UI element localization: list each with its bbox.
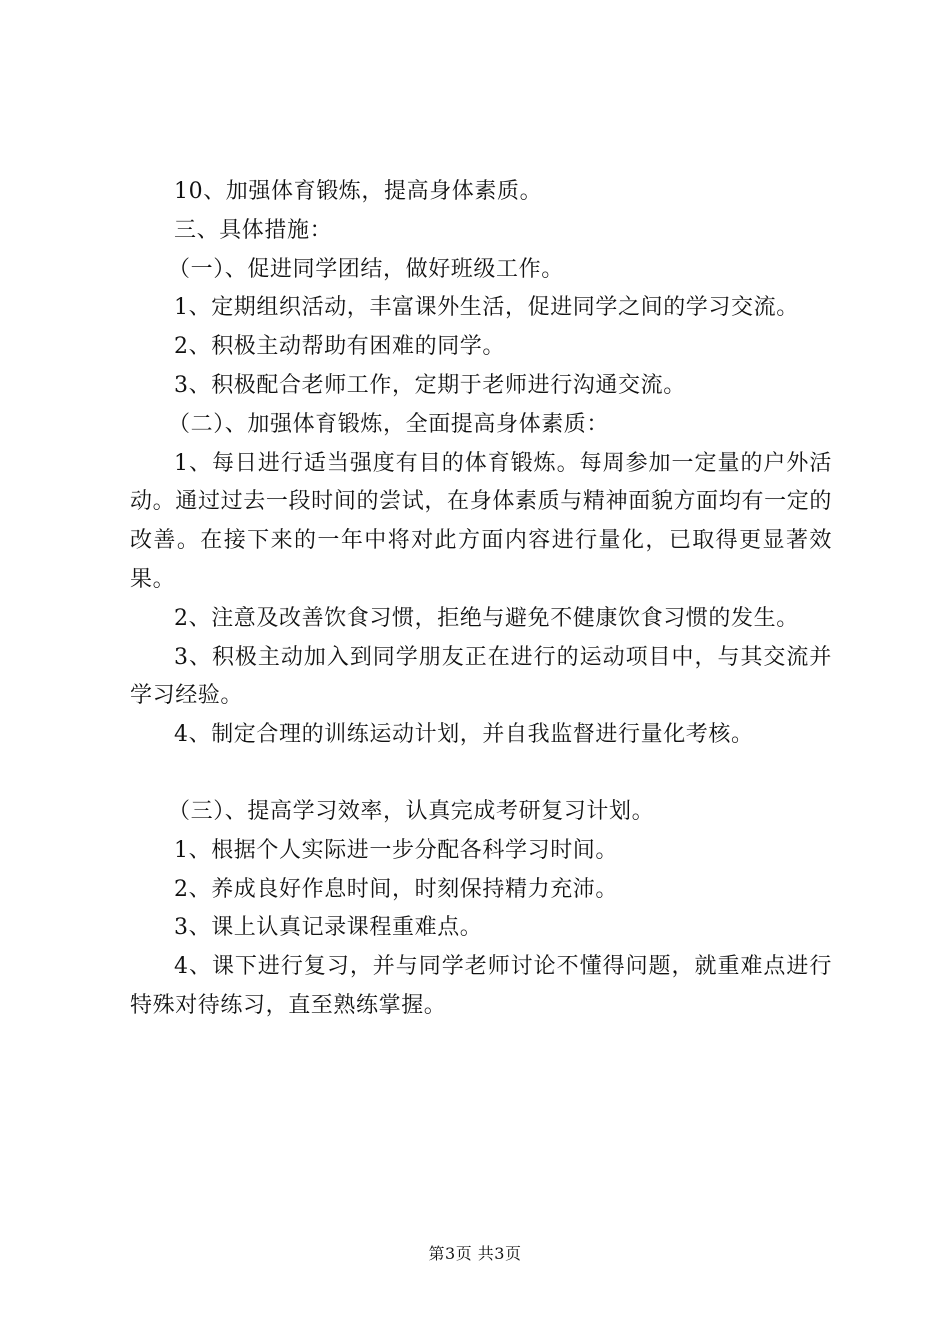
paragraph-1-3: 3、积极配合老师工作，定期于老师进行沟通交流。 (174, 372, 686, 398)
paragraph-2-3: 3、积极主动加入到同学朋友正在进行的运动项目中，与其交流并学习经验。 (130, 644, 832, 709)
paragraph-2-1: 1、每日进行适当强度有目的体育锻炼。每周参加一定量的户外活动。通过过去一段时间的尝试，在身体素质与精神面貌方面均有一定的改善。在接下来的一年中将对此方面内容进行量化，已取得更显著效果。 (130, 450, 832, 592)
paragraph-3-3: 3、课上认真记录课程重难点。 (174, 915, 483, 941)
subsection-heading-3: （三）、提高学习效率，认真完成考研复习计划。 (168, 798, 655, 824)
paragraph-item-10: 10、加强体育锻炼，提高身体素质。 (174, 179, 543, 204)
subsection-heading-2: （二）、加强体育锻炼，全面提高身体素质： (168, 411, 610, 437)
paragraph-1-1: 1、定期组织活动，丰富课外生活，促进同学之间的学习交流。 (174, 295, 799, 321)
paragraph-1-2: 2、积极主动帮助有困难的同学。 (174, 334, 505, 360)
page-number-footer: 第3页 共3页 (428, 1244, 522, 1263)
paragraph-2-4: 4、制定合理的训练运动计划，并自我监督进行量化考核。 (174, 722, 754, 748)
paragraph-3-2: 2、养成良好作息时间，时刻保持精力充沛。 (174, 876, 618, 902)
section-heading-measures: 三、具体措施： (174, 217, 333, 243)
subsection-heading-1: （一）、促进同学团结，做好班级工作。 (168, 256, 564, 282)
paragraph-3-1: 1、根据个人实际进一步分配各科学习时间。 (174, 837, 618, 863)
paragraph-2-2: 2、注意及改善饮食习惯，拒绝与避免不健康饮食习惯的发生。 (174, 605, 799, 631)
document-body (130, 173, 832, 1026)
paragraph-3-4: 4、课下进行复习，并与同学老师讨论不懂得问题，就重难点进行特殊对待练习，直至熟练掌握。 (130, 954, 832, 1018)
blank-line (130, 755, 832, 793)
